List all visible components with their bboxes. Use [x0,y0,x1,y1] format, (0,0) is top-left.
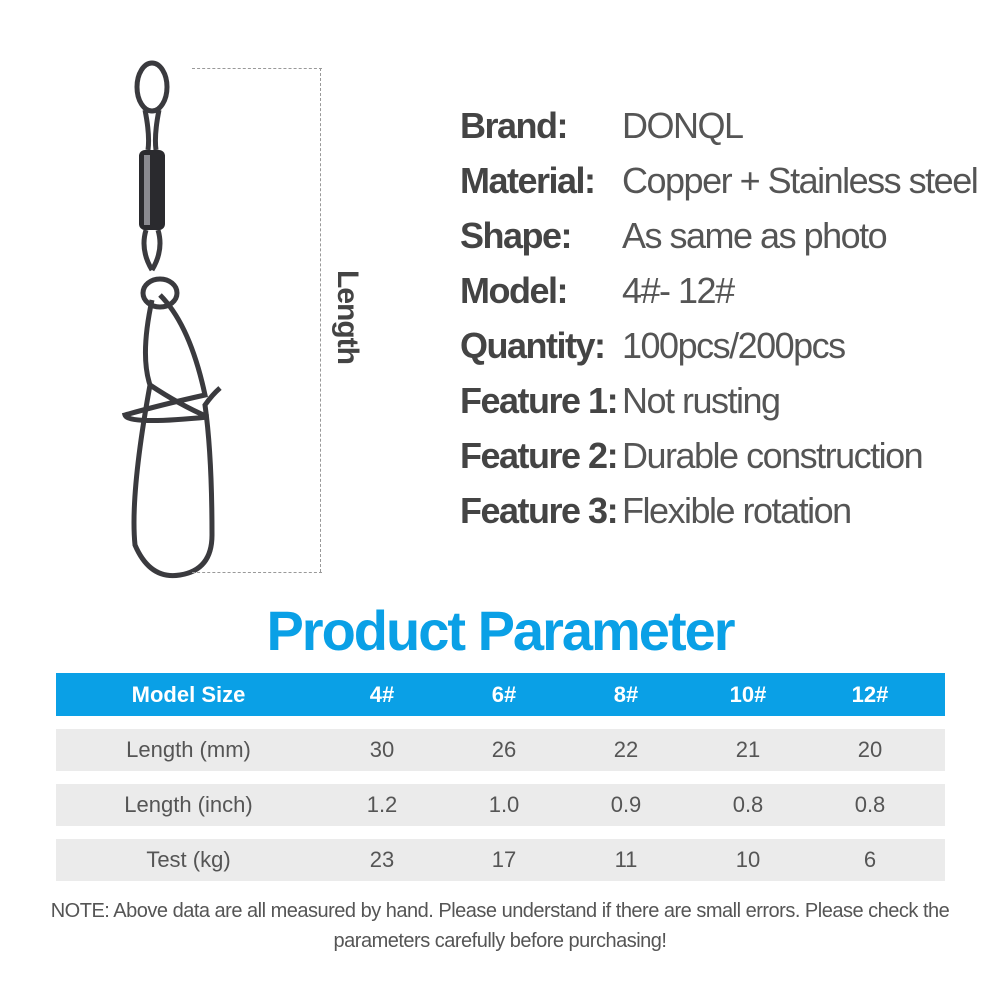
table-cell: 4# [369,681,395,707]
table-cell: 0.8 [732,792,764,817]
spec-row [460,318,995,373]
table-cell: 6 [863,847,877,872]
table-cell: 1.2 [366,792,398,817]
table-cell: Length (mm) [126,737,251,762]
table-row [56,839,945,881]
table-cell: 12# [851,681,889,707]
table-row [56,729,945,771]
spec-row [460,373,995,428]
table-cell: 11 [614,847,638,872]
spec-label: Feature 1: [460,379,618,421]
table-cell: 0.9 [610,792,642,817]
spec-row [460,483,995,538]
spec-value: Flexible rotation [622,489,851,531]
table-cell: 23 [369,847,395,872]
table-cell: 10# [729,681,767,707]
spec-label: Brand: [460,104,567,146]
snap-swivel-image [100,55,250,615]
spec-row [460,98,995,153]
spec-row [460,153,995,208]
table-cell: 6# [491,681,517,707]
dimension-line-bottom [192,572,322,573]
table-cell: 0.8 [854,792,886,817]
table-cell: 26 [491,737,517,762]
spec-value: As same as photo [622,214,887,256]
table-cell: 10 [735,847,761,872]
table-cell: Test (kg) [146,847,231,872]
spec-label: Shape: [460,214,572,256]
spec-label: Feature 3: [460,489,618,531]
spec-value: Copper + Stainless steel [622,159,978,201]
section-title: Product Parameter [266,599,734,662]
table-cell: 22 [613,737,639,762]
spec-value: Not rusting [622,379,780,421]
note-text: NOTE: Above data are all measured by hand. Please understand if there are small errors. Please check the parameters carefully before purchasing! [50,900,950,952]
spec-value: DONQL [622,104,743,146]
spec-list [460,98,995,538]
spec-row [460,263,995,318]
table-cell: Length (inch) [124,792,253,817]
spec-value: 100pcs/200pcs [622,324,845,366]
table-cell: 1.0 [488,792,520,817]
spec-label: Model: [460,269,567,311]
spec-label: Quantity: [460,324,605,366]
spec-value: Durable construction [622,434,923,476]
table-header [56,673,945,716]
table-cell: 17 [491,847,517,872]
spec-label: Material: [460,159,595,201]
spec-row [460,428,995,483]
dimension-line-vertical [320,68,321,572]
length-label: Length [331,270,364,364]
table-cell: 20 [857,737,883,762]
table-cell: 30 [369,737,395,762]
table-cell: 8# [613,681,639,707]
spec-row [460,208,995,263]
dimension-line-top [192,68,322,69]
table-cell: 21 [735,737,761,762]
table-row [56,784,945,826]
spec-value: 4#- 12# [622,269,734,311]
spec-label: Feature 2: [460,434,618,476]
table-cell: Model Size [131,681,246,707]
